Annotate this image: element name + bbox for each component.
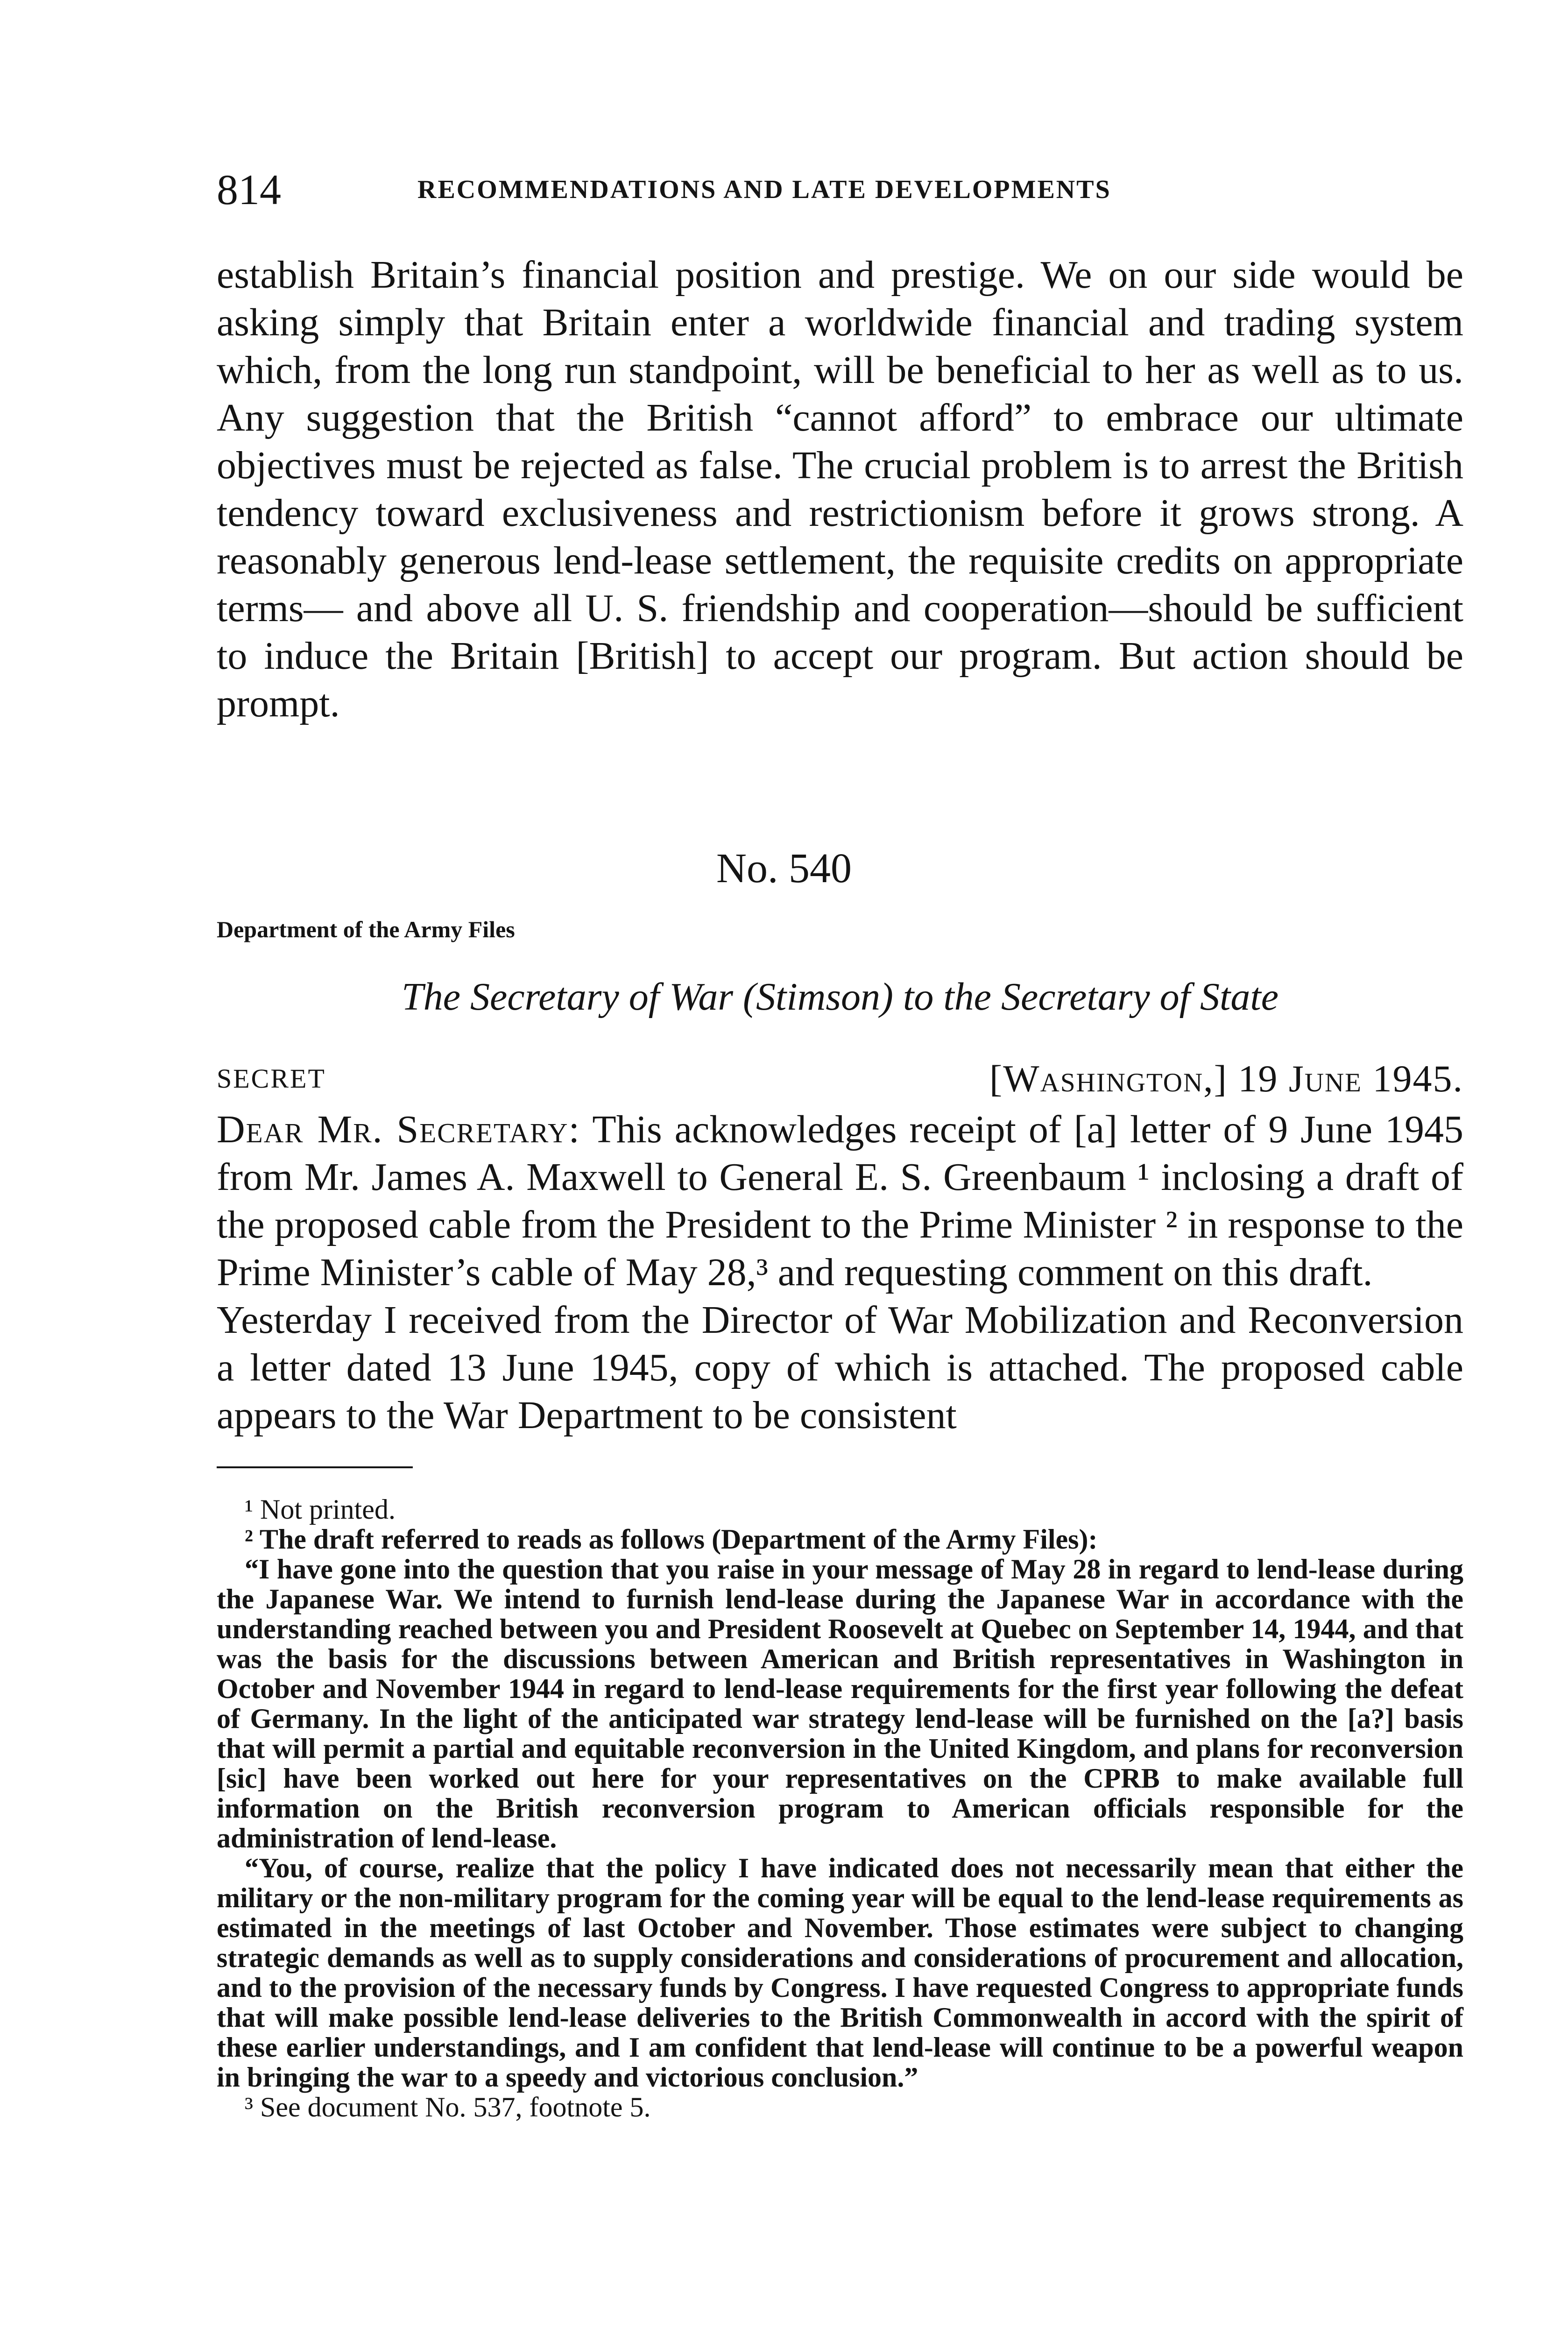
footnote-3: ³ See document No. 537, footnote 5. xyxy=(245,2092,651,2123)
document-source: Department of the Army Files xyxy=(217,916,515,942)
footnote-2-intro: ² The draft referred to reads as follows (Department of the Army Files): xyxy=(245,1524,1098,1555)
page-number: 814 xyxy=(217,166,281,213)
continuation-paragraph: establish Britain’s financial position and prestige. We on our side would be asking simply that Britain enter a worldwide financial and trading system which, from the long run standpoint, will be beneficial to her as well as to us. Any suggestion that the British “cannot afford” to embrace our ultimate objectives must be rejected as false. The crucial problem is to arrest the British tendency toward exclusiveness and restrictionism before it grows strong. A reasonably generous lend-lease settlement, the requisite credits on appropriate terms— and above all U. S. friendship and cooperation—should be sufficient to induce the Britain [British] to accept our program. But action should be prompt. xyxy=(217,253,1463,725)
salutation: Dear Mr. Secretary: xyxy=(217,1108,581,1151)
footnotes xyxy=(217,1494,1463,2122)
footnote-1: ¹ Not printed. xyxy=(245,1494,396,1525)
letter-paragraph-1 xyxy=(217,1106,1463,1296)
page-header xyxy=(217,162,1463,218)
continuation-text xyxy=(217,251,1463,728)
document-title: The Secretary of War (Stimson) to the Secretary of State xyxy=(402,975,1278,1019)
document-meta xyxy=(217,1053,1463,1104)
document-number: No. 540 xyxy=(716,845,852,892)
letter-body xyxy=(217,1106,1463,1439)
footnote-divider xyxy=(217,1466,413,1468)
letter-paragraph-1-text: This acknowledges receipt of [a] letter of 9 June 1945 from Mr. James A. Maxwell to General E. S. Greenbaum ¹ inclosing a draft of the proposed cable from the President to the Prime Minister ² in response to the Prime Minister’s cable of May 28,³ and requesting comment on this draft. xyxy=(217,1108,1464,1294)
footnote-2-quote-1: “I have gone into the question that you raise in your message of May 28 in regard to lend-lease during the Japanese War. We intend to furnish lend-lease during the Japanese War in accordance with the understanding reached between you and President Roosevelt at Quebec on September 14, 1944, and that was the basis for the discussions between American and British representatives in Washington in October and November 1944 in regard to lend-lease requirements for the first year following the defeat of Germany. In the light of the anticipated war strategy lend-lease will be furnished on the [a?] basis that will permit a partial and equitable reconversion in the United Kingdom, and plans for reconversion [sic] have been worked out here for your representatives on the CPRB to make available full information on the British reconversion program to American officials responsible for the administration of lend-lease. xyxy=(217,1554,1463,1854)
footnote-2-quote-2: “You, of course, realize that the policy I have indicated does not necessarily mean that either the military or the non-military program for the coming year will be equal to the lend-lease requirements as estimated in the meetings of last October and November. Those estimates were subject to changing strategic demands as well as to supply considerations and considerations of procurement and allocation, and to the provision of the necessary funds by Congress. I have requested Congress to appropriate funds that will make possible lend-lease deliveries to the British Commonwealth in accord with the spirit of these earlier understandings, and I am confident that lend-lease will continue to be a powerful weapon in bringing the war to a speedy and victorious conclusion.” xyxy=(217,1853,1463,2093)
dateline: [Washington,] 19 June 1945. xyxy=(989,1057,1463,1100)
letter-paragraph-2: Yesterday I received from the Director of War Mobilization and Reconversion a letter dated 13 June 1945, copy of which is attached. The proposed cable appears to the War Department to be consistent xyxy=(217,1298,1463,1437)
classification-label: SECRET xyxy=(217,1063,326,1094)
running-head: RECOMMENDATIONS AND LATE DEVELOPMENTS xyxy=(417,175,1111,204)
